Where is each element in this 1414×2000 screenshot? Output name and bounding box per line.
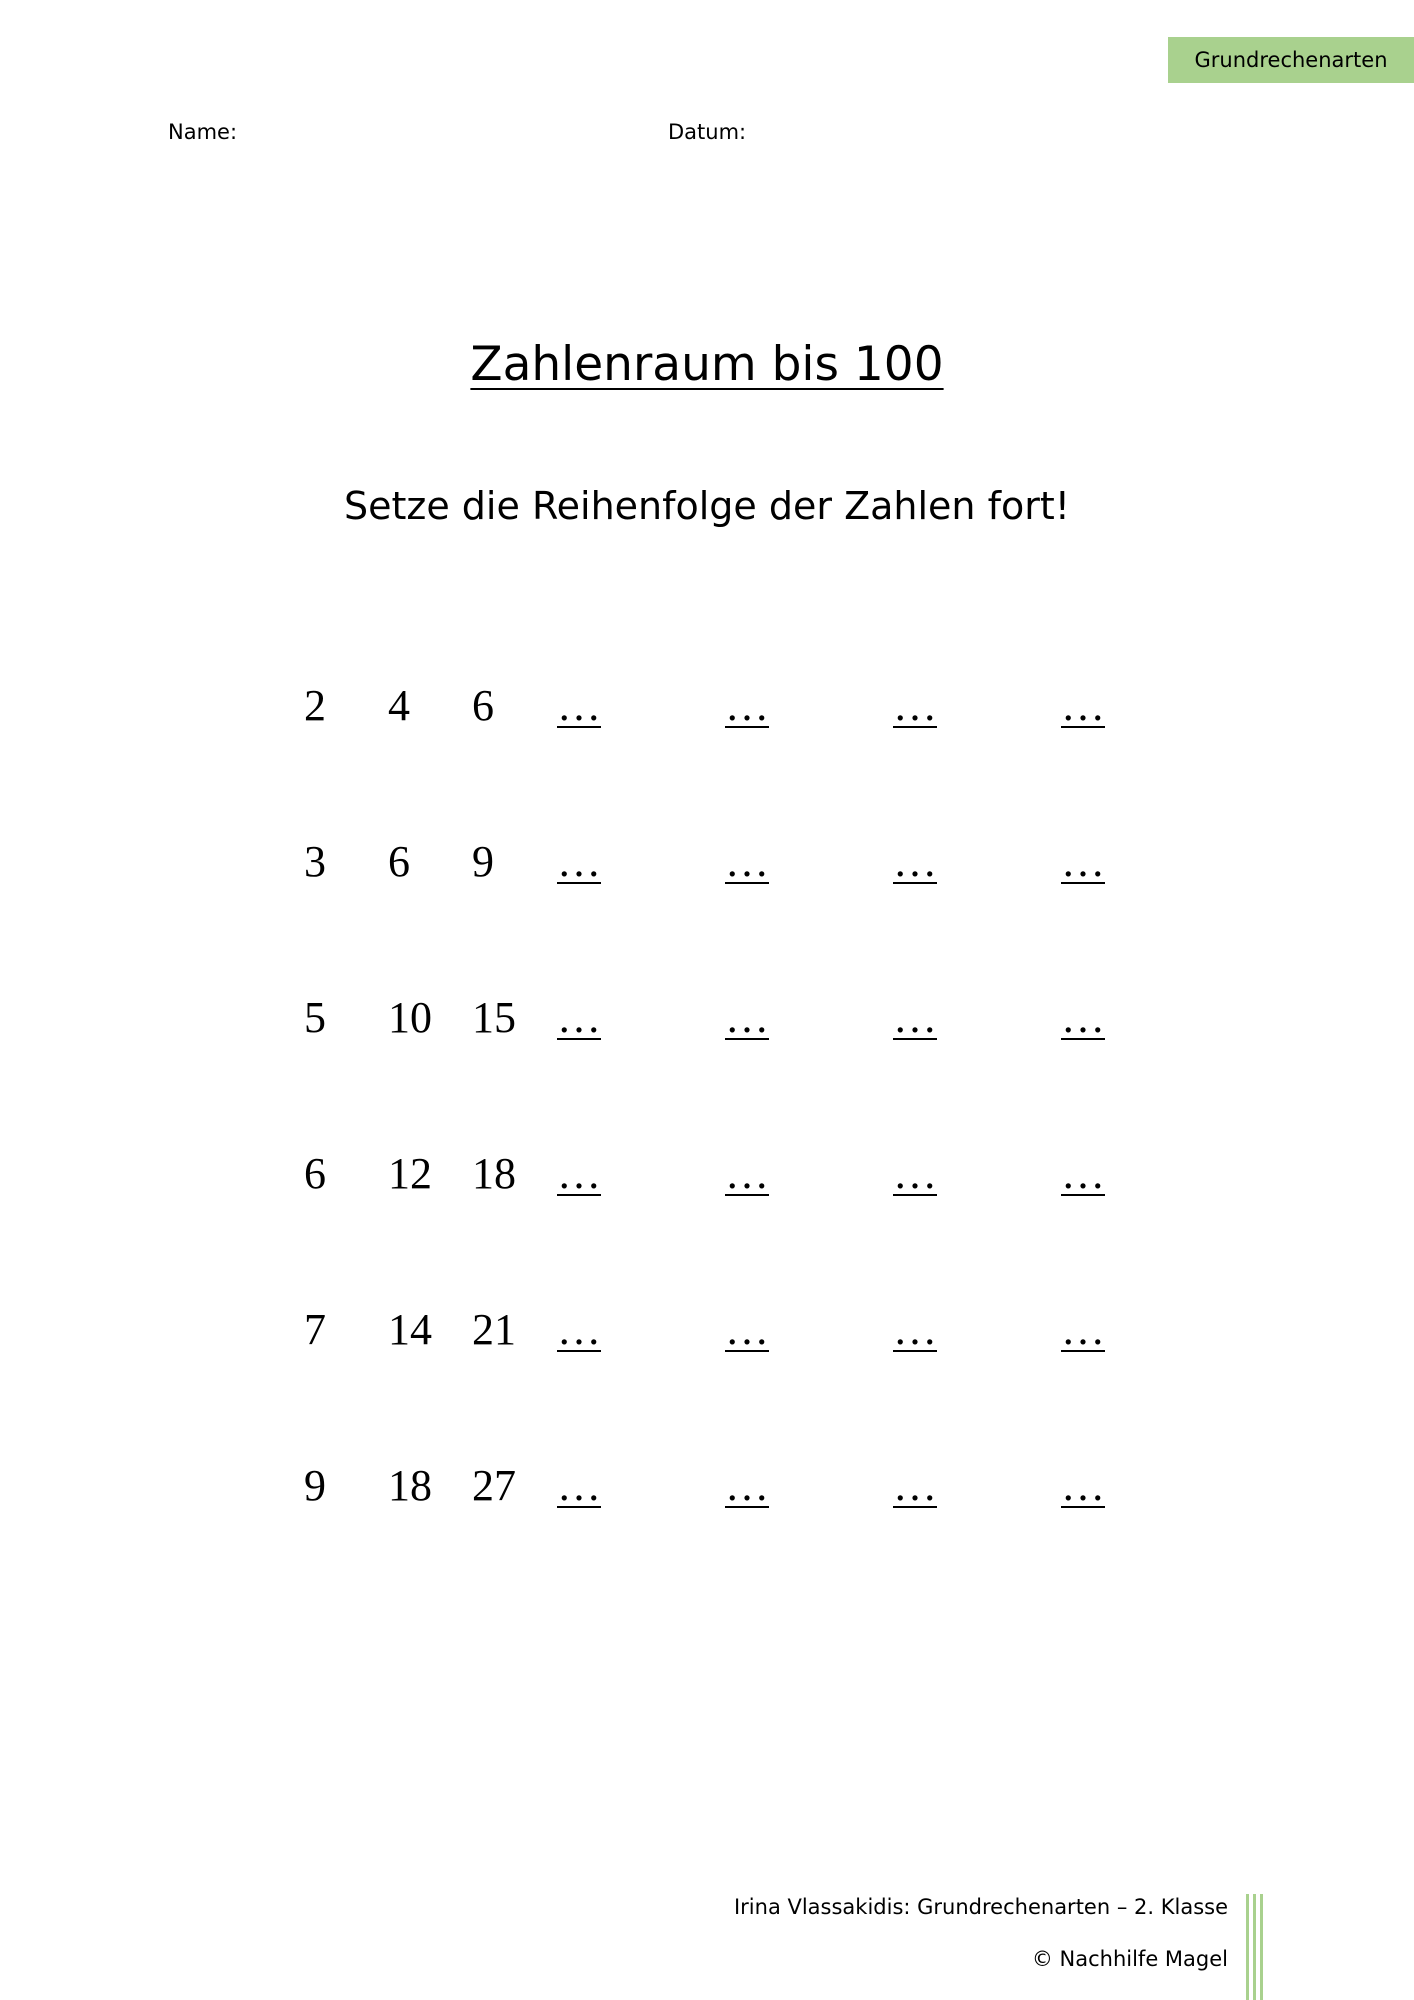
sequence-row xyxy=(0,1144,1414,1204)
answer-blank[interactable]: … xyxy=(725,1461,769,1510)
answer-blank[interactable]: … xyxy=(893,1149,937,1198)
answer-blank[interactable]: … xyxy=(557,837,601,886)
date-label: Datum: xyxy=(668,120,747,144)
sequence-number: 3 xyxy=(304,837,326,886)
sequence-number: 6 xyxy=(472,681,494,730)
answer-blank[interactable]: … xyxy=(557,993,601,1042)
answer-blank[interactable]: … xyxy=(725,681,769,730)
sequence-number: 18 xyxy=(388,1461,432,1510)
sequence-number: 12 xyxy=(388,1149,432,1198)
sequence-number: 9 xyxy=(304,1461,326,1510)
sequence-number: 10 xyxy=(388,993,432,1042)
answer-blank[interactable]: … xyxy=(557,1461,601,1510)
sequence-number: 7 xyxy=(304,1305,326,1354)
sequence-number: 15 xyxy=(472,993,516,1042)
sequence-number: 18 xyxy=(472,1149,516,1198)
sequence-row xyxy=(0,1300,1414,1360)
sequence-number: 9 xyxy=(472,837,494,886)
answer-blank[interactable]: … xyxy=(893,681,937,730)
answer-blank[interactable]: … xyxy=(557,1149,601,1198)
sequence-row xyxy=(0,832,1414,892)
footer-copyright: © Nachhilfe Magel xyxy=(1031,1947,1228,1971)
sequence-row xyxy=(0,1456,1414,1516)
name-label: Name: xyxy=(168,120,238,144)
answer-blank[interactable]: … xyxy=(893,993,937,1042)
answer-blank[interactable]: … xyxy=(725,1149,769,1198)
category-tag: Grundrechenarten xyxy=(1168,37,1414,83)
page-title-text: Zahlenraum bis 100 xyxy=(470,337,944,392)
sequence-number: 27 xyxy=(472,1461,516,1510)
answer-blank[interactable]: … xyxy=(1061,993,1105,1042)
answer-blank[interactable]: … xyxy=(725,993,769,1042)
answer-blank[interactable]: … xyxy=(893,837,937,886)
instruction-text: Setze die Reihenfolge der Zahlen fort! xyxy=(344,484,1070,528)
sequence-number: 6 xyxy=(388,837,410,886)
sequence-number: 21 xyxy=(472,1305,516,1354)
sequence-number: 5 xyxy=(304,993,326,1042)
answer-blank[interactable]: … xyxy=(725,1305,769,1354)
answer-blank[interactable]: … xyxy=(1061,681,1105,730)
answer-blank[interactable]: … xyxy=(1061,837,1105,886)
answer-blank[interactable]: … xyxy=(893,1305,937,1354)
answer-blank[interactable]: … xyxy=(725,837,769,886)
answer-blank[interactable]: … xyxy=(1061,1149,1105,1198)
sequence-number: 14 xyxy=(388,1305,432,1354)
footer-author-line: Irina Vlassakidis: Grundrechenarten – 2. Klasse xyxy=(733,1895,1228,1919)
answer-blank[interactable]: … xyxy=(557,681,601,730)
sequence-number: 4 xyxy=(388,681,410,730)
footer-bar-3 xyxy=(1260,1894,1263,2000)
sequence-row xyxy=(0,988,1414,1048)
sequence-number: 6 xyxy=(304,1149,326,1198)
page-title xyxy=(0,330,1414,400)
answer-blank[interactable]: … xyxy=(893,1461,937,1510)
footer-bar-2 xyxy=(1253,1894,1256,2000)
footer-bar-1 xyxy=(1246,1894,1249,2000)
answer-blank[interactable]: … xyxy=(1061,1305,1105,1354)
answer-blank[interactable]: … xyxy=(1061,1461,1105,1510)
answer-blank[interactable]: … xyxy=(557,1305,601,1354)
sequence-row xyxy=(0,676,1414,736)
sequence-number: 2 xyxy=(304,681,326,730)
